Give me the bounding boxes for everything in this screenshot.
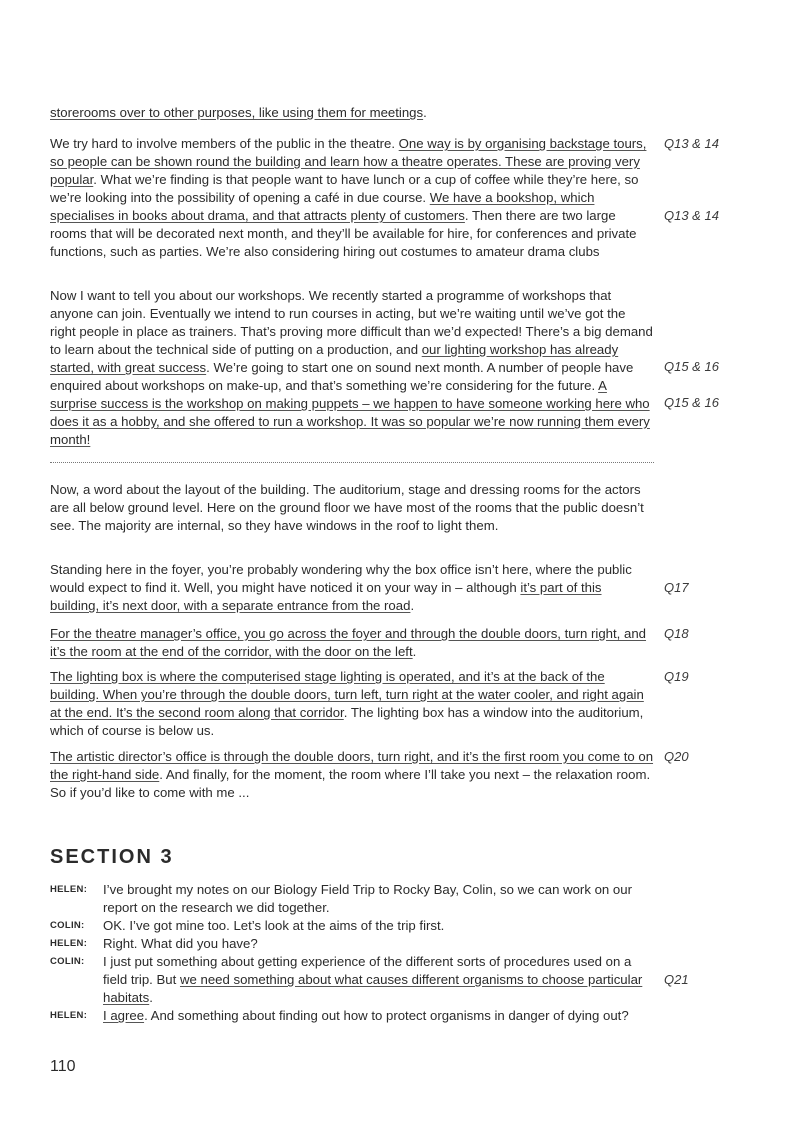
underlined-text: The lighting box is where the computerised stage lighting is operated, and it’s at the back of the building. When you’re through the double doors, turn left, turn right at the water cooler, and right again at the end. It’s the second room along that corridor [50, 669, 644, 720]
underlined-text: The artistic director’s office is through the double doors, turn right, and it’s the first room you come to on the right-hand side [50, 749, 654, 782]
underlined-text: it’s part of this building, it’s next door, with a separate entrance from the road [50, 580, 602, 613]
paragraph-layout [50, 481, 654, 535]
section-divider [50, 462, 654, 463]
section-heading: SECTION 3 [50, 846, 174, 868]
paragraph-artistic-director [50, 748, 654, 802]
dialogue-line [103, 917, 655, 935]
text-run: . [149, 990, 153, 1005]
paragraph-public-involvement [50, 135, 654, 261]
paragraph-manager-office [50, 625, 654, 661]
underlined-text: For the theatre manager’s office, you go across the foyer and through the double doors, turn right, and it’s the room at the end of the corridor, with the door on the left [50, 626, 647, 659]
speaker-label-helen: HELEN: [50, 1010, 88, 1021]
text-run: We try hard to involve members of the public in the theatre. [50, 136, 399, 151]
dialogue-line [103, 953, 655, 1007]
paragraph-storerooms [50, 104, 654, 122]
text-run: I just put something about getting experience of the different sorts of procedures used on a field trip. But [103, 954, 632, 987]
underlined-text: storerooms over to other purposes, like using them for meetings [50, 105, 424, 120]
dialogue-line [103, 935, 655, 953]
question-ref-q18: Q18 [664, 626, 689, 641]
question-ref-q20: Q20 [664, 749, 689, 764]
dialogue-line [103, 881, 655, 917]
text-run: . [423, 105, 427, 120]
speaker-label-helen: HELEN: [50, 938, 88, 949]
paragraph-lighting-box [50, 668, 654, 740]
paragraph-box-office [50, 561, 654, 615]
text-run: Right. What did you have? [103, 936, 258, 951]
text-run: . The lighting box has a window into the auditorium, which of course is below us. [50, 705, 644, 738]
underlined-text: I agree [103, 1008, 145, 1023]
underlined-text: we need something about what causes different organisms to choose particular habitats [103, 972, 643, 1005]
text-run: . And something about finding out how to protect organisms in danger of dying out? [144, 1008, 629, 1023]
speaker-label-colin: COLIN: [50, 920, 85, 931]
paragraph-workshops [50, 287, 654, 449]
text-run: Now I want to tell you about our workshops. We recently started a programme of workshops that anyone can join. Eventually we intend to run courses in acting, but we’re waiting until we’ve got the right people in place as trainers. That’s proving more difficult than we’d expected! There’s a big demand to learn about the technical side of putting on a production, and [50, 288, 653, 357]
text-run: . What we’re finding is that people want to have lunch or a cup of coffee while they’re here, so we’re looking into the possibility of opening a café in due course. [50, 172, 639, 205]
question-ref-q21: Q21 [664, 972, 689, 987]
text-run: I’ve brought my notes on our Biology Field Trip to Rocky Bay, Colin, so we can work on our report on the research we did together. [103, 882, 632, 915]
question-ref-q13-14-second: Q13 & 14 [664, 208, 719, 223]
text-run: . [410, 598, 415, 613]
text-run: . [412, 644, 417, 659]
underlined-text: One way is by organising backstage tours, so people can be shown round the building and learn how a theatre operates. These are proving very popular [50, 136, 647, 187]
dialogue-line [103, 1007, 655, 1025]
underlined-text: We have a bookshop, which specialises in books about drama, and that attracts plenty of customers [50, 190, 595, 223]
question-ref-q15-16-second: Q15 & 16 [664, 395, 719, 410]
speaker-label-colin: COLIN: [50, 956, 85, 967]
text-run: . Then there are two large rooms that will be decorated next month, and they’ll be available for hire, for conferences and private functions, such as parties. We’re also considering hiring out costumes to amateur drama clubs [50, 208, 637, 259]
text-run: Now, a word about the layout of the building. The auditorium, stage and dressing rooms for the actors are all below ground level. Here on the ground floor we have most of the rooms that the public doesn’t see. The majority are internal, so they have windows in the roof to light them. [50, 482, 644, 533]
text-run: OK. I’ve got mine too. Let’s look at the aims of the trip first. [103, 918, 445, 933]
text-run: . We’re going to start one on sound next month. A number of people have enquired about workshops on make-up, and that’s something we’re considering for the future. [50, 360, 634, 393]
question-ref-q17: Q17 [664, 580, 689, 595]
speaker-label-helen: HELEN: [50, 884, 88, 895]
question-ref-q19: Q19 [664, 669, 689, 684]
question-ref-q13-14: Q13 & 14 [664, 136, 719, 151]
page-number: 110 [50, 1058, 76, 1075]
underlined-text: our lighting workshop has already started, with great success [50, 342, 619, 375]
text-run: . And finally, for the moment, the room where I’ll take you next – the relaxation room. So if you’d like to come with me ... [50, 767, 651, 800]
question-ref-q15-16: Q15 & 16 [664, 359, 719, 374]
text-run: Standing here in the foyer, you’re probably wondering why the box office isn’t here, where the public would expect to find it. Well, you might have noticed it on your way in – although [50, 562, 632, 595]
underlined-text: A surprise success is the workshop on making puppets – we happen to have someone working here who does it as a hobby, and she offered to run a workshop. It was so popular we’re now running them every month! [50, 378, 650, 447]
